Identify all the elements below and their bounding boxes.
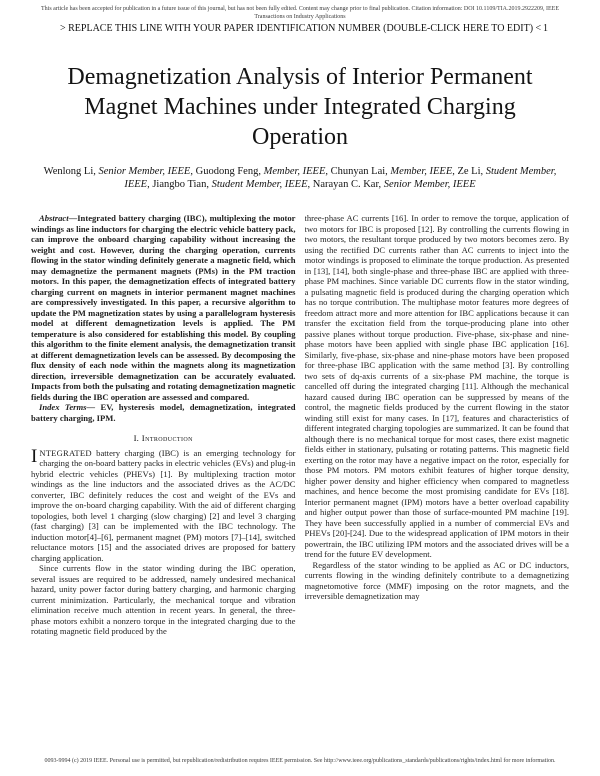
- acceptance-notice-line1: This article has been accepted for publication in a future issue of this journal, but has not been fully edited. Content may change prior to final publication. Citation information: DOI 10.1109/TIA.2019.2922209, IEEE: [41, 6, 559, 12]
- column2-paragraph-1: three-phase AC currents [16]. In order to remove the torque, application of two motors for IBC is proposed [12]. By controlling the currents flowing in two motors, the resultant torque produced by two motors becomes zero. By using the rectified DC currents rather than AC currents to inject into the motor windings is proposed to eliminate the torque production. As presented in [13], [14], both single-phase and three-phase IBC are applied with three-phase PM machines. Since variable DC currents flow in the stator winding, a pulsating magnetic field is produced during the charging operation which has no torque contribution. The multiphase motor features more degrees of freedom attract more and more attention for IBC applications because it can transfer the excitation field from the torque-producing plane into other passive planes without torque production. Five-phase, six-phase and nine-phase motors have been applied with single phase IBC application [16]. Similarly, five-phase, six-phase and nine-phase motors have been proposed for three-phase IBC application with the same method [3]. By controlling two sets of dq-axis currents of a six-phase PM machine, the torque is cancelled off during the integrated charging [11]. Although the mechanical hazard caused during IBC operation can be suppressed by means of the control, the magnetic fields produced by the current flowing in the stator winding still exist for many cases. In [17], features and characteristics of different integrated charging topologies are summarized. It can be found that although there is no mechanical torque for most cases, there exist magnetic fields either in stationary, pulsating or rotating patterns. This magnetic field exerting on the rotor may have a negative impact on the rotor, especially for those PM motors. PM motors exhibit features of higher torque density, higher power density and higher efficiency when compared to magnetless machines, and hence become the most promising candidate for EVs [18]. Interior permanent magnet (IPM) motors have a better overload capability and higher output power than those of surface-mounted PM machine [19]. They have been successfully applied in a number of commercial EVs and PHEVs [20]-[24]. Due to the widespread application of IPM motors in their powertrain, the IBC utilizing IPM motors and the associated drives will be a trend for the future EV development.: [304, 213, 569, 559]
- column-left: [31, 213, 296, 736]
- section-heading-introduction: [31, 433, 296, 444]
- intro-dropcap: I: [31, 445, 38, 467]
- acceptance-notice: [8, 5, 592, 21]
- index-terms-text: EV, hysteresis model, demagnetization, integrated battery charging, IPM.: [31, 402, 296, 423]
- intro-paragraph-1: [31, 445, 296, 564]
- abstract-paragraph: [31, 213, 296, 402]
- author-role: Senior Member, IEEE: [383, 179, 476, 190]
- column-right: [305, 213, 570, 736]
- column2-paragraph-2: Regardless of the stator winding to be applied as AC or DC inductors, currents flowing in the winding definitely contribute to a demagnetizing magnetomotive force (MMF) imposing on the rotor magnets, and the irreversible demagnetization may: [304, 559, 569, 601]
- author-role: Student Member, IEEE: [211, 179, 308, 190]
- intro-paragraph-2: Since currents flow in the stator winding during the IBC operation, several issues are required to be addressed, namely undesired mechanical hazard, unity power factor during battery charging, and harmonic charging current minimization. Particularly, the mechanical torque and vibration elimination receive much attention in recent years. In general, the three-phase motors exhibit a nonzero torque in the integrated charging due to the rotating magnetic field produced by the: [31, 563, 296, 636]
- copyright-footer: 0093-9994 (c) 2019 IEEE. Personal use is permitted, but republication/redistribution requires IEEE permission. See http://www.ieee.org/publications_standards/publications/rights/index.html for more information.: [44, 758, 556, 764]
- author-role: Member, IEEE: [263, 166, 326, 177]
- section-number: I.: [133, 433, 139, 443]
- index-terms-paragraph: [31, 402, 296, 423]
- abstract-text: Integrated battery charging (IBC), multiplexing the motor windings as line inductors for charging the electric vehicle battery pack, can improve the onboard charging capability without increasing the weight and cost. However, during the charging operation, currents flowing in the stator winding definitely generate a magnetic field, which may demagnetize the permanent magnets (PMs) in the PM traction motors. In this paper, the demagnetization effects of integrated battery charging current on magnets in interior permanent magnet machines are compressively investigated. In this paper, a recursive algorithm to update the PM magnetization states by using a parallelogram hysteresis model at different demagnetization levels is applied. The PM temperature is also considered for establishing this model. By coupling this algorithm to the finite element analysis, the demagnetization transit at different demagnetization levels can be assessed. By decomposing the flux density of each node within the magnets along its magnetization direction, irreversible demagnetization can be accurately evaluated. Impacts from both the pulsating and rotating demagnetization magnetic fields during the IBC operation are assessed and compared.: [31, 213, 296, 402]
- intro-lead: NTEGRATED: [39, 447, 92, 458]
- author-list: Wenlong Li, Senior Member, IEEE, Guodong Feng, Member, IEEE, Chunyan Lai, Member, IEEE, Ze Li, Student Member, IEEE, Jiangbo Tian, Student Member, IEEE, Narayan C. Kar, Senior Member, IEEE: [43, 166, 557, 190]
- author-role: Senior Member, IEEE: [98, 166, 191, 177]
- intro-paragraph-1-text: battery charging (IBC) is an emerging technology for charging the on-board battery packs in electric vehicles (EVs) and plug-in hybrid electric vehicles (PHEVs) [1]. By multiplexing traction motor windings as the line inductors and the associated drives as the AC/DC converter, IBC definitely reduces the cost and weight of the EVs and improve the on-board charging capability. With the aid of different charging topologies, both level 1 charging (slow charging) [2] and level 3 charging (fast charging) [3] can be implemented with the IBC technology. The induction motor[4]–[6], permanent magnet (PM) motors [7]–[14], switched reluctance motors [15] and the associated drives are proposed for battery charging application.: [31, 447, 296, 563]
- body-columns: [31, 213, 569, 736]
- section-title: Introduction: [141, 433, 193, 443]
- acceptance-notice-line2: Transactions on Industry Applications: [254, 14, 346, 20]
- index-terms-label: Index Terms—: [39, 402, 96, 412]
- running-header: > REPLACE THIS LINE WITH YOUR PAPER IDENTIFICATION NUMBER (DOUBLE-CLICK HERE TO EDIT) <: [60, 23, 542, 34]
- abstract-label: Abstract—: [39, 213, 78, 223]
- author-role: Member, IEEE: [390, 166, 453, 177]
- paper-title: Demagnetization Analysis of Interior Permanent Magnet Machines under Integrated Charging Operation: [67, 64, 533, 150]
- author-role: Student Member, IEEE: [124, 166, 557, 190]
- page-number: 1: [543, 23, 548, 34]
